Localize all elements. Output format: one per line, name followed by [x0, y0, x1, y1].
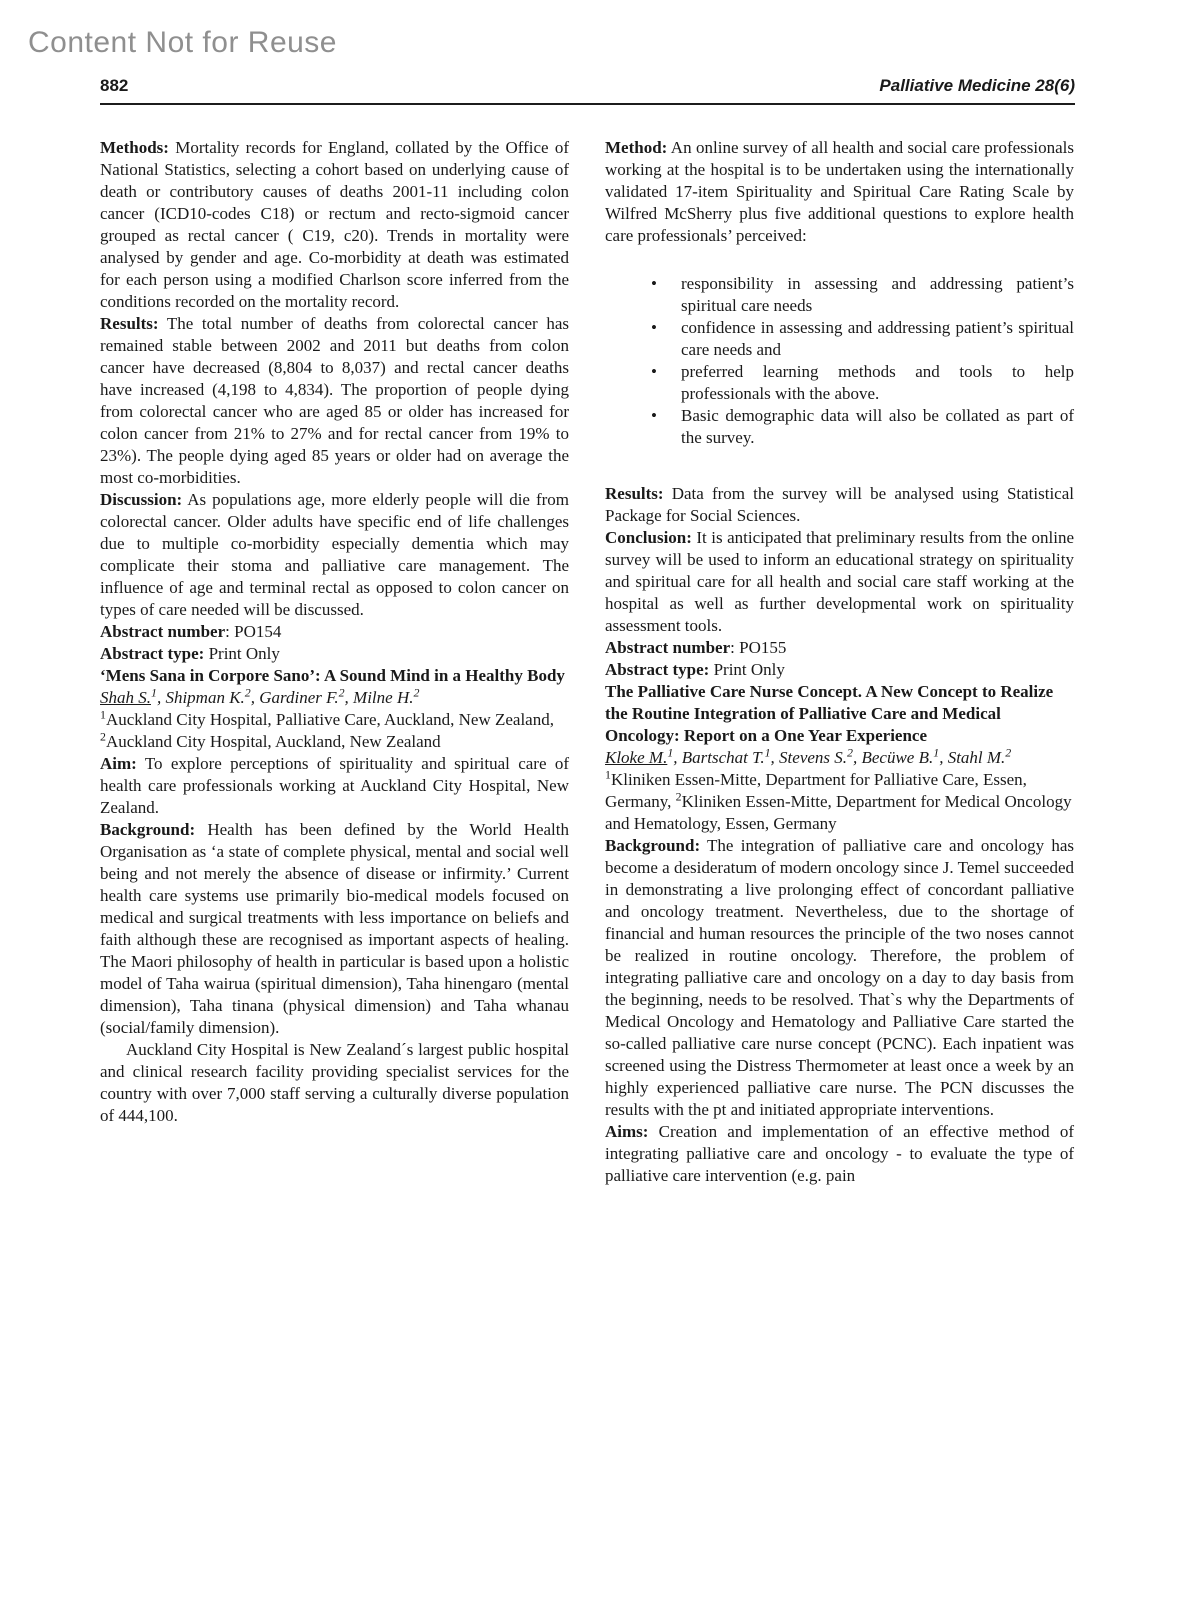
author-name: , Stahl M. [939, 748, 1006, 767]
affil-sup: 2 [100, 729, 106, 744]
po154-abstract-number-line [100, 621, 569, 643]
aims-text: Creation and implementation of an effective method of integrating palliative care and oncology - to evaluate the type of palliative care intervention (e.g. pain [605, 1122, 1074, 1185]
po153-discussion-paragraph [100, 489, 569, 621]
abstract-type-label: Abstract type: [100, 644, 205, 663]
page-content [100, 137, 1075, 1187]
author-name: , Shipman K. [156, 688, 245, 707]
background-label: Background: [100, 820, 196, 839]
po153-results-paragraph [100, 313, 569, 489]
methods-text: Mortality records for England, collated by the Office of National Statistics, selecting a cohort based on underlying cause of death or contributory causes of deaths 2001-11 including colon cancer (ICD10-codes C18) or rectum and recto-sigmoid cancer grouped as rectal cancer ( C19, c20). Trends in mortality were analysed by gender and age. Co-morbidity at death was estimated for each person using a modified Charlson score inferred from the conditions recorded on the mortality record. [100, 138, 569, 311]
bullet-text: responsibility in assessing and addressing patient’s spiritual care needs [681, 274, 1074, 315]
results-label: Results: [605, 484, 664, 503]
author-name: , Stevens S. [770, 748, 848, 767]
journal-title: Palliative Medicine 28(6) [879, 76, 1075, 95]
author-affil-sup: 1 [151, 685, 157, 700]
po154-background-paragraph [100, 819, 569, 1039]
method-text: An online survey of all health and social care professionals working at the hospital is to be undertaken using the internationally validated 17-item Spirituality and Spiritual Care Rating Scale by Wilfred McSherry plus five additional questions to explore health care professionals’ perceived: [605, 138, 1074, 245]
methods-label: Methods: [100, 138, 169, 157]
po154-method-paragraph [605, 137, 1074, 247]
author-name: Shah S. [100, 688, 151, 707]
affil-text: Auckland City Hospital, Palliative Care, Auckland, New Zealand, [105, 710, 554, 729]
aims-label: Aims: [605, 1122, 649, 1141]
abstract-type-value: Print Only [709, 660, 785, 679]
author-name: , Gardiner F. [250, 688, 339, 707]
affil-text: Kliniken Essen-Mitte, Department for Medical Oncology and Hematology, Essen, Germany [605, 792, 1072, 833]
page-number: 882 [100, 76, 129, 95]
po155-title: The Palliative Care Nurse Concept. A New Concept to Realize the Routine Integration of Palliative Care and Medical Oncology: Report on a One Year Experience [605, 682, 1054, 745]
po154-title: ‘Mens Sana in Corpore Sano’: A Sound Mind in a Healthy Body [100, 666, 565, 685]
affil-sup: 2 [675, 789, 682, 804]
background-text: Health has been defined by the World Health Organisation as ‘a state of complete physical, mental and social well being and not merely the absence of disease or infirmity.’ Current health care systems use primarily bio-medical models focused on medical and surgical treatments with less importance on beliefs and faith although these are recognised as important aspects of healing. The Maori philosophy of health in particular is based upon a holistic model of Taha wairua (spiritual dimension), Taha hinengaro (mental dimension), Taha tinana (physical dimension) and Taha whanau (social/family dimension). [100, 820, 569, 1037]
running-head [100, 76, 1075, 105]
po153-methods-paragraph [100, 137, 569, 313]
po155-background-paragraph [605, 835, 1074, 1121]
author-affil-sup: 1 [764, 745, 771, 760]
author-affil-sup: 2 [244, 685, 251, 700]
bullet-item [605, 405, 1074, 449]
author-name: , Milne H. [344, 688, 414, 707]
affil-text: Auckland City Hospital, Auckland, New Zealand [105, 732, 441, 751]
po155-affiliations [605, 769, 1074, 835]
left-column [100, 137, 569, 1187]
affil-sup: 1 [100, 707, 106, 722]
bullet-item [605, 273, 1074, 317]
affil-text: Kliniken Essen-Mitte, Department for Palliative Care, Essen, Germany, [605, 770, 1027, 811]
watermark: Content Not for Reuse [28, 26, 337, 59]
abstract-type-value: Print Only [204, 644, 280, 663]
po154-conclusion-paragraph [605, 527, 1074, 637]
aim-label: Aim: [100, 754, 137, 773]
bullet-list [605, 273, 1074, 449]
bullet-text: preferred learning methods and tools to help professionals with the above. [681, 362, 1074, 403]
po154-affiliations [100, 709, 569, 753]
author-name: , Becüwe B. [852, 748, 934, 767]
background-text: The integration of palliative care and oncology has become a desideratum of modern oncology since J. Temel succeeded in demonstrating a live prolonging effect of concordant palliative and oncology treatment. Nevertheless, due to the shortage of financial and human resources the principle of the two noses cannot be realized in routine oncology. Therefore, the problem of integrating palliative care and oncology on a day to day basis from the beginning, needs to be resolved. That`s why the Departments of Medical Oncology and Hematology and Palliative Care started the so-called palliative care nurse concept (PCNC). Each inpatient was screened using the Distress Thermometer at least once a week by an highly experienced palliative care nurse. The PCN discusses the results with the pt and initiated appropriate interventions. [605, 836, 1074, 1119]
right-column [605, 137, 1074, 1187]
po154-abstract-type-line [100, 643, 569, 665]
results-text: The total number of deaths from colorectal cancer has remained stable between 2002 and 2011 but deaths from colon cancer have decreased (8,804 to 8,037) and rectal cancer deaths have increased (4,198 to 4,834). The proportion of people dying from colorectal cancer who are aged 85 or older has increased for colon cancer from 21% to 27% and for rectal cancer from 19% to 23%). The people dying aged 85 years or older had on average the most co-morbidities. [100, 314, 569, 487]
author-affil-sup: 1 [933, 745, 940, 760]
author-affil-sup: 2 [1005, 745, 1012, 760]
po154-results-paragraph [605, 483, 1074, 527]
po154-aim-paragraph [100, 753, 569, 819]
method-label: Method: [605, 138, 668, 157]
discussion-label: Discussion: [100, 490, 183, 509]
bullet-item [605, 361, 1074, 405]
aim-text: To explore perceptions of spirituality and spiritual care of health care professionals working at Auckland City Hospital, New Zealand. [100, 754, 569, 817]
results-label: Results: [100, 314, 159, 333]
conclusion-label: Conclusion: [605, 528, 692, 547]
bullet-text: confidence in assessing and addressing patient’s spiritual care needs and [681, 318, 1074, 359]
author-name: Kloke M. [605, 748, 668, 767]
author-name: , Bartschat T. [673, 748, 765, 767]
author-affil-sup: 2 [413, 685, 420, 700]
po155-aims-paragraph [605, 1121, 1074, 1187]
abstract-number-value: : PO154 [225, 622, 282, 641]
abstract-number-label: Abstract number [605, 638, 731, 657]
conclusion-text: It is anticipated that preliminary results from the online survey will be used to inform an educational strategy on spirituality and spiritual care for all health and social care staff working at the hospital as well as further developmental work on spirituality assessment tools. [605, 528, 1074, 635]
author-affil-sup: 2 [847, 745, 853, 760]
abstract-type-label: Abstract type: [605, 660, 710, 679]
affil-sup: 1 [605, 767, 611, 782]
author-affil-sup: 2 [338, 685, 345, 700]
abstract-number-value: : PO155 [730, 638, 787, 657]
po155-abstract-number-line [605, 637, 1074, 659]
results-text: Data from the survey will be analysed using Statistical Package for Social Sciences. [605, 484, 1074, 525]
discussion-text: As populations age, more elderly people will die from colorectal cancer. Older adults have specific end of life challenges due to multiple co-morbidity especially dementia which may complicate their stoma and palliative care management. The influence of age and terminal rectal as opposed to colon cancer on types of care needed will be discussed. [100, 490, 569, 619]
po155-authors [605, 747, 1074, 769]
background-label: Background: [605, 836, 701, 855]
bullet-text: Basic demographic data will also be collated as part of the survey. [681, 406, 1074, 447]
po154-closing-paragraph: Auckland City Hospital is New Zealand´s largest public hospital and clinical research facility providing specialist services for the country with over 7,000 staff serving a culturally diverse population of 444,100. [100, 1040, 569, 1125]
abstract-number-label: Abstract number [100, 622, 226, 641]
po155-abstract-type-line [605, 659, 1074, 681]
author-affil-sup: 1 [667, 745, 674, 760]
po154-authors [100, 687, 569, 709]
bullet-item [605, 317, 1074, 361]
